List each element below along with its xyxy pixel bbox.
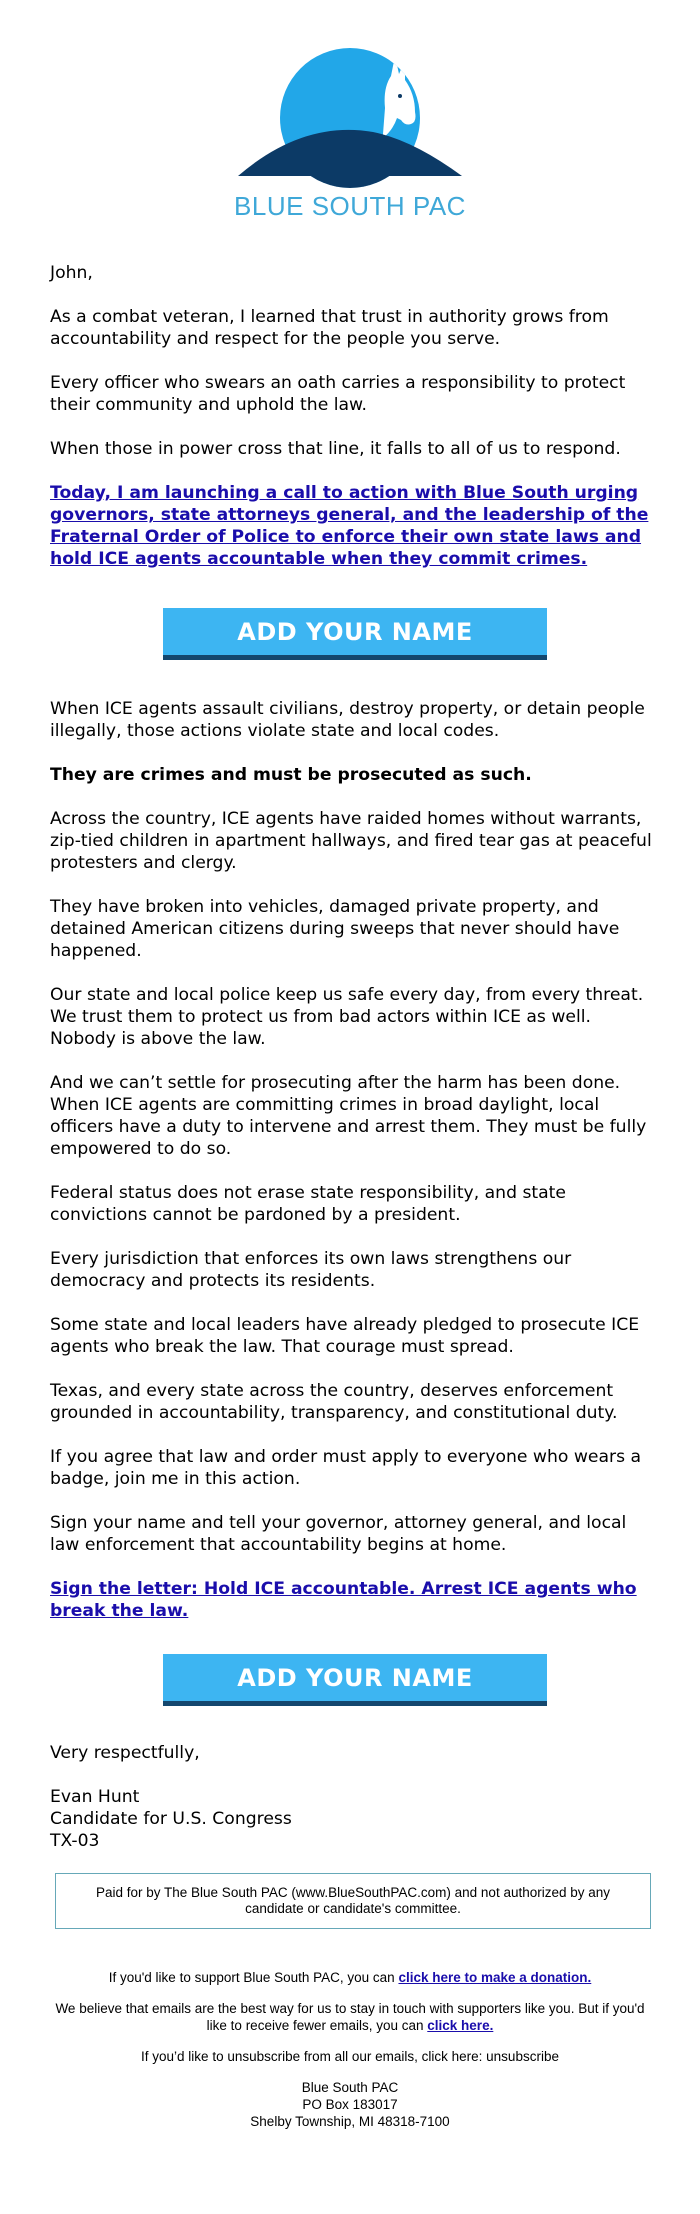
signature-district: TX-03 xyxy=(50,1831,100,1851)
paragraph: As a combat veteran, I learned that trust in authority grows from accountability and respect for the people you serve. xyxy=(50,307,609,349)
paragraph: If you agree that law and order must apply to everyone who wears a badge, join me in this action. xyxy=(50,1447,642,1489)
paragraph: When ICE agents assault civilians, destroy property, or detain people illegally, those actions violate state and local codes. xyxy=(50,699,645,741)
paragraph: Across the country, ICE agents have raided homes without warrants, zip-tied children in apartment hallways, and fired tear gas at peaceful protesters and clergy. xyxy=(50,809,652,873)
sign-letter-link[interactable]: Sign the letter: Hold ICE accountable. Arrest ICE agents who break the law. xyxy=(50,1579,637,1621)
unsubscribe-line[interactable]: If you’d like to unsubscribe from all our emails, click here: unsubscribe xyxy=(141,2049,559,2064)
fewer-emails-text: We believe that emails are the best way for us to stay in touch with supporters like you. But if you'd like to receive fewer emails, you can xyxy=(55,2001,645,2033)
email-footer xyxy=(50,1969,650,2130)
donate-line xyxy=(50,1969,650,1986)
add-your-name-button[interactable]: ADD YOUR NAME xyxy=(163,1654,547,1706)
paragraph: Every jurisdiction that enforces its own laws strengthens our democracy and protects its residents. xyxy=(50,1249,572,1291)
logo-wordmark: BLUE SOUTH PAC xyxy=(234,191,466,221)
paid-for-disclaimer xyxy=(55,1873,651,1929)
signature-name: Evan Hunt xyxy=(50,1787,140,1807)
paragraph: Our state and local police keep us safe every day, from every threat. We trust them to protect us from bad actors within ICE as well. Nobody is above the law. xyxy=(50,985,644,1049)
closing: Very respectfully, xyxy=(50,1743,200,1763)
paragraph: Federal status does not erase state responsibility, and state convictions cannot be pardoned by a president. xyxy=(50,1183,566,1225)
paragraph: They have broken into vehicles, damaged private property, and detained American citizens during sweeps that never should have happened. xyxy=(50,897,620,961)
paragraph: When those in power cross that line, it falls to all of us to respond. xyxy=(50,439,621,459)
paragraph: Every officer who swears an oath carries a responsibility to protect their community and uphold the law. xyxy=(50,373,626,415)
address-name: Blue South PAC xyxy=(301,2080,399,2095)
paragraph: Some state and local leaders have already pledged to prosecute ICE agents who break the law. That courage must spread. xyxy=(50,1315,640,1357)
paragraph: And we can’t settle for prosecuting after the harm has been done. When ICE agents are committing crimes in broad daylight, local officers have a duty to intervene and arrest them. They must be fully empowered to do so. xyxy=(50,1073,647,1159)
greeting: John, xyxy=(50,263,93,283)
address-po-box: PO Box 183017 xyxy=(302,2097,398,2112)
email-body xyxy=(50,262,660,1852)
donate-text: If you'd like to support Blue South PAC, you can xyxy=(108,1970,395,1985)
call-to-action-link[interactable]: Today, I am launching a call to action with Blue South urging governors, state attorneys general, and the leadership of the Fraternal Order of Police to enforce their own state laws and hold ICE agents accountable when they commit crimes. xyxy=(50,483,649,569)
disclaimer-text: Paid for by The Blue South PAC (www.BlueSouthPAC.com) and not authorized by any candidate or candidate's committee. xyxy=(95,1885,611,1916)
blue-south-pac-logo[interactable] xyxy=(233,48,467,228)
signature-title: Candidate for U.S. Congress xyxy=(50,1809,292,1829)
donkey-emblem-icon xyxy=(233,48,467,193)
paragraph: Texas, and every state across the country, deserves enforcement grounded in accountability, transparency, and constitutional duty. xyxy=(50,1381,618,1423)
donate-link[interactable]: click here to make a donation. xyxy=(398,1970,592,1985)
address-city: Shelby Township, MI 48318-7100 xyxy=(250,2114,450,2129)
fewer-emails-line xyxy=(50,2000,650,2034)
paragraph: Sign your name and tell your governor, attorney general, and local law enforcement that accountability begins at home. xyxy=(50,1513,627,1555)
bold-statement: They are crimes and must be prosecuted as such. xyxy=(50,765,532,785)
fewer-emails-link[interactable]: click here. xyxy=(427,2018,494,2033)
add-your-name-button[interactable]: ADD YOUR NAME xyxy=(163,608,547,660)
